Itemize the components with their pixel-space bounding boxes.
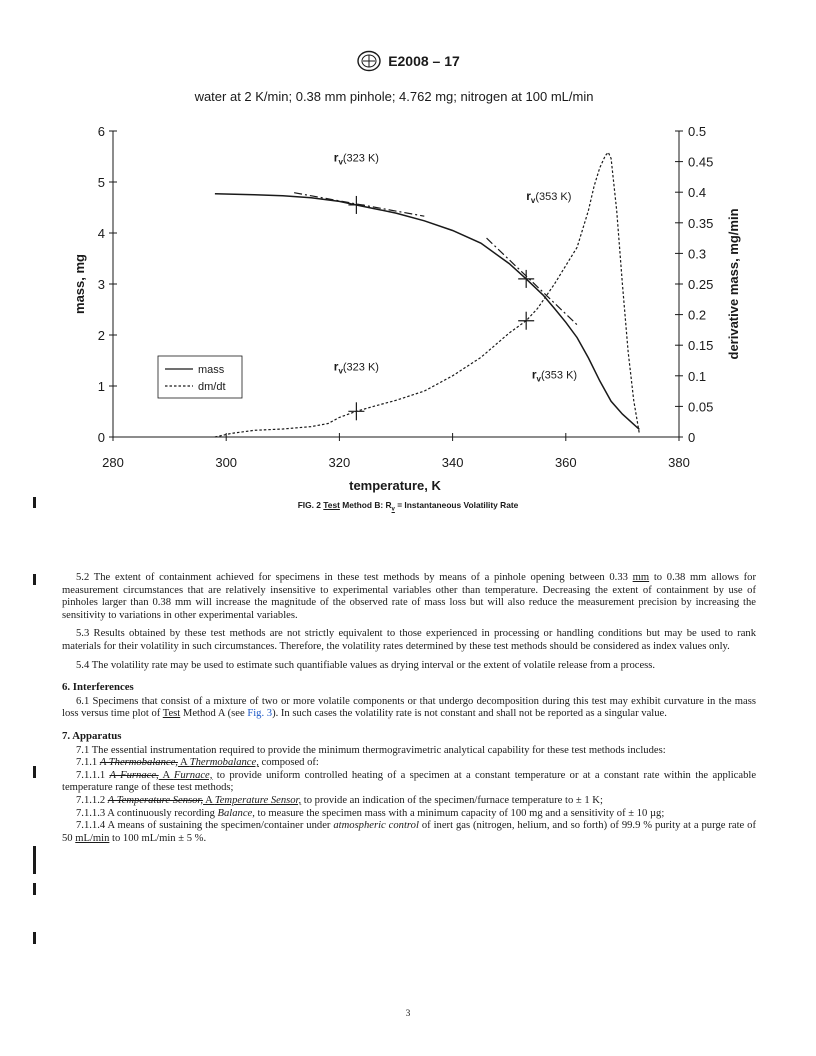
astm-logo-icon bbox=[356, 50, 382, 72]
x-tick-label: 340 bbox=[441, 455, 464, 470]
y2-tick-label: 0.5 bbox=[688, 124, 707, 139]
chart-legend bbox=[158, 356, 242, 398]
caption-test: Test bbox=[323, 500, 340, 510]
paragraph-7-1-1-2: 7.1.1.2 A Temperature Sensor, A Temperature Sensor, to provide an indication of the specimen/furnace temperature to ± 1 K; bbox=[76, 794, 603, 806]
change-bar bbox=[33, 932, 36, 944]
paragraph-7-1-1-3: 7.1.1.3 A continuously recording Balance, to measure the specimen mass with a minimum capacity of 100 mg and a sensitivity of ± 10 µg; bbox=[76, 807, 665, 819]
y2-tick-label: 0.45 bbox=[688, 154, 714, 170]
y-tick-label: 1 bbox=[97, 379, 105, 394]
y-tick-label: 0 bbox=[97, 430, 105, 445]
change-bar bbox=[33, 846, 36, 874]
figure-caption bbox=[0, 500, 816, 513]
rate-annotation: $r_v(353$ K) bbox=[526, 188, 572, 205]
paragraph-7-1-1: 7.1.1 A Thermobalance, A Thermobalance, composed of: bbox=[76, 757, 319, 769]
y2-tick-label: 0.25 bbox=[688, 277, 714, 292]
body-text bbox=[62, 572, 756, 845]
y2-tick-label: 0.2 bbox=[688, 307, 707, 323]
y-axis-label: mass, mg bbox=[72, 254, 87, 314]
paragraph-7-1-1-4: 7.1.1.4 A means of sustaining the specimen/container under atmospheric control of inert gas (nitrogen, helium, and so forth) of 99.9 % purity at a purge rate of 50 mL/min to 100 mL/min ± 5 %. bbox=[62, 820, 757, 844]
plot-area bbox=[98, 124, 714, 470]
x-tick-label: 320 bbox=[328, 455, 351, 470]
caption-suffix: = Instantaneous Volatility Rate bbox=[394, 500, 519, 510]
paragraph-7-1: 7.1 The essential instrumentation required to provide the minimum thermogravimetric analytical capability for these test methods includes: bbox=[76, 744, 666, 756]
rate-annotation: $r_v(323$ K) bbox=[333, 150, 379, 167]
series-line-mass bbox=[215, 194, 640, 430]
paragraph-5-4: 5.4 The volatility rate may be used to estimate such quantifiable values as drying interval or the extent of volatile release from a process. bbox=[76, 659, 656, 671]
caption-sub: v bbox=[391, 506, 395, 513]
x-tick-label: 380 bbox=[668, 455, 690, 470]
volatility-figure bbox=[0, 76, 816, 496]
legend-mass-label: mass bbox=[198, 364, 225, 376]
y2-tick-label: 0.05 bbox=[688, 399, 714, 415]
caption-prefix: FIG. 2 bbox=[297, 500, 324, 510]
chart-title: water at 2 K/min; 0.38 mm pinhole; 4.762 mg; nitrogen at 100 mL/min bbox=[194, 89, 594, 104]
page-header bbox=[0, 50, 816, 74]
rate-annotation: $r_v(353$ K) bbox=[531, 367, 578, 384]
page-number: 3 bbox=[405, 1009, 411, 1019]
paragraph-5-3: 5.3 Results obtained by these test methods are not strictly equivalent to those experienced in processing or handling conditions but may be used to rank materials for their volatility in such circumstances. Therefore, the volatility rates determined by these test methods should be considered as index values only. bbox=[62, 628, 756, 652]
y-tick-label: 2 bbox=[97, 328, 105, 343]
change-bar bbox=[33, 766, 36, 778]
y2-tick-label: 0.4 bbox=[688, 185, 707, 201]
x-tick-label: 360 bbox=[554, 455, 577, 470]
caption-middle: Method B: R bbox=[339, 500, 392, 510]
y-tick-label: 3 bbox=[97, 277, 105, 292]
standard-designation: E2008 – 17 bbox=[388, 53, 460, 69]
legend-dmdt-label: dm/dt bbox=[198, 381, 226, 393]
y2-tick-label: 0.3 bbox=[688, 246, 707, 262]
paragraph-7-1-1-1: 7.1.1.1 A Furnace, A Furnace, to provide uniform controlled heating of a specimen at a constant temperature or at a constant rate within the applicable temperature range of these test methods; bbox=[62, 769, 757, 794]
change-bar bbox=[33, 883, 36, 895]
y2-tick-label: 0.15 bbox=[688, 338, 714, 354]
y2-tick-label: 0 bbox=[688, 430, 696, 445]
x-axis-label: temperature, K bbox=[349, 478, 441, 493]
change-bar bbox=[33, 574, 36, 585]
paragraph-6-1: 6.1 Specimens that consist of a mixture of two or more volatile components or that undergo decomposition during this test may exhibit curvature in the mass loss versus time plot of Test Method A (see Fig. 3). In such cases the volatility rate is not constant and shall not be reported as a singular value. bbox=[62, 695, 756, 720]
y-tick-label: 5 bbox=[97, 175, 105, 190]
y2-tick-label: 0.35 bbox=[688, 215, 714, 231]
y-tick-label: 4 bbox=[97, 226, 105, 241]
tangent-line bbox=[487, 238, 578, 325]
x-tick-label: 280 bbox=[102, 455, 124, 470]
change-bar bbox=[33, 497, 36, 508]
section-heading-apparatus: 7. Apparatus bbox=[62, 729, 122, 742]
y2-tick-label: 0.1 bbox=[688, 368, 707, 384]
x-tick-label: 300 bbox=[215, 455, 238, 470]
y-tick-label: 6 bbox=[97, 124, 105, 139]
y2-axis-label: derivative mass, mg/min bbox=[726, 208, 741, 360]
rate-annotation: $r_v(323$ K) bbox=[333, 359, 379, 376]
fig-3-link[interactable]: Fig. 3 bbox=[247, 708, 273, 720]
paragraph-5-2: 5.2 The extent of containment achieved for specimens in these test methods by means of a pinhole opening between 0.33 mm to 0.38 mm allows for measurement circumstances that are relatively insensitive to experimental variables other than temperature. Decreasing the extent of containment by use of pinholes larger than 0.38 mm will increase the magnitude of the observed rate of mass loss but will also reduce the measurement precision by increasing the sensitivity to variations in other experimental variables. bbox=[62, 572, 756, 621]
section-heading-interferences: 6. Interferences bbox=[62, 681, 134, 694]
